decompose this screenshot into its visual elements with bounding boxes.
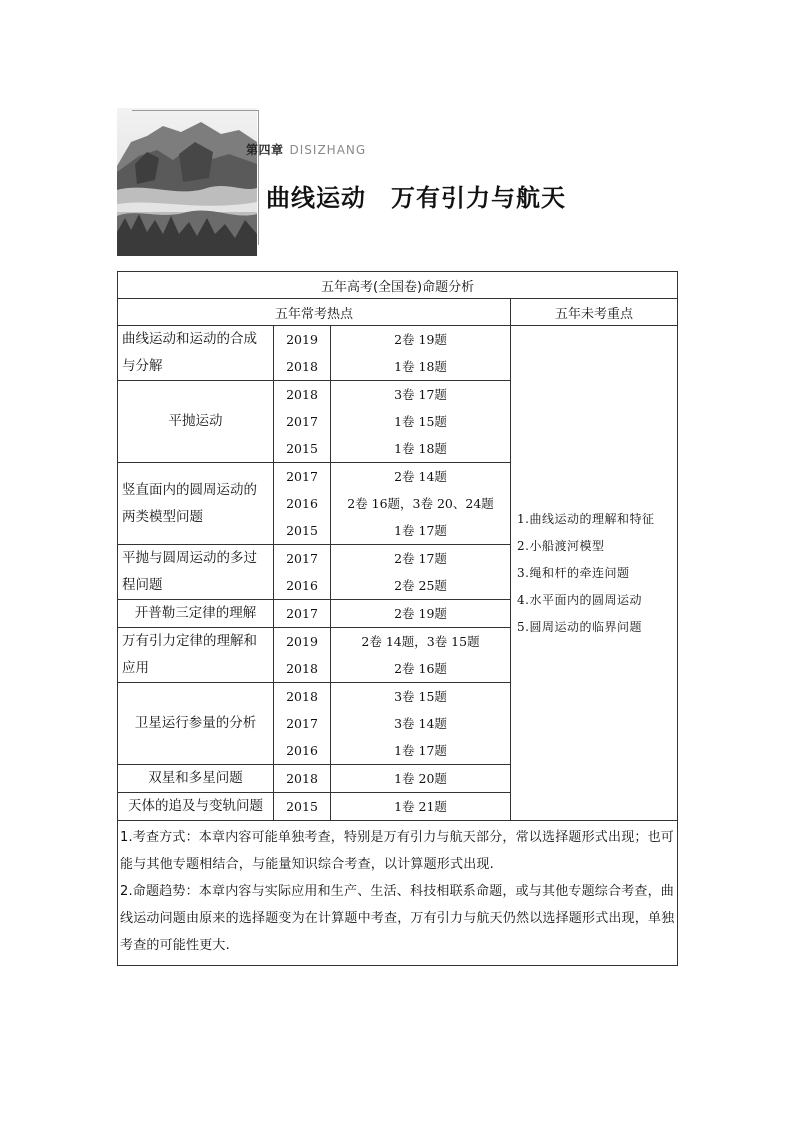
topic-cell: [118, 381, 274, 463]
year-text: 2018: [286, 387, 318, 402]
exam-analysis-table: [117, 271, 678, 966]
question-text: 2卷 19题: [394, 606, 447, 621]
column-header-hot-topics: 五年常考热点: [118, 299, 511, 326]
year-text: 2019: [286, 332, 318, 347]
question-text: 2卷 19题: [394, 332, 447, 347]
years-cell: [274, 683, 331, 765]
questions-cell: [331, 765, 511, 793]
question-text: 1卷 17题: [394, 523, 447, 538]
note-paragraph: 2.命题趋势：本章内容与实际应用和生产、生活、科技相联系命题，或与其他专题综合考查，曲线运动问题由原来的选择题变为在计算题中考查，万有引力与航天仍然以选择题形式出现，单独考查的可能性更大.: [120, 884, 675, 953]
question-text: 2卷 25题: [394, 578, 447, 593]
question-text: 1卷 21题: [394, 799, 447, 814]
years-cell: [274, 381, 331, 463]
focus-item: 2.小船渡河模型: [517, 538, 605, 553]
table-title: 五年高考(全国卷)命题分析: [118, 272, 678, 299]
years-cell: [274, 628, 331, 683]
years-cell: [274, 326, 331, 381]
year-text: 2018: [286, 661, 318, 676]
question-text: 1卷 15题: [394, 414, 447, 429]
topic-text: 开普勒三定律的理解: [134, 605, 257, 621]
notes-cell: [118, 821, 678, 966]
topic-text: 程问题: [122, 577, 163, 593]
year-text: 2015: [286, 799, 318, 814]
topic-cell: [118, 600, 274, 628]
topic-cell: [118, 628, 274, 683]
topic-cell: [118, 545, 274, 600]
year-text: 2015: [286, 441, 318, 456]
table-header-row: [118, 299, 678, 326]
focus-item: 4.水平面内的圆周运动: [517, 592, 642, 607]
questions-cell: [331, 628, 511, 683]
notes-row: [118, 821, 678, 966]
topic-cell: [118, 765, 274, 793]
questions-cell: [331, 793, 511, 821]
question-text: 2卷 17题: [394, 551, 447, 566]
year-text: 2018: [286, 689, 318, 704]
topic-cell: [118, 463, 274, 545]
focus-item: 3.绳和杆的牵连问题: [517, 565, 630, 580]
table-title-row: [118, 272, 678, 299]
year-text: 2019: [286, 634, 318, 649]
question-text: 3卷 14题: [394, 716, 447, 731]
question-text: 1卷 17题: [394, 743, 447, 758]
years-cell: [274, 463, 331, 545]
topic-text: 双星和多星问题: [148, 770, 243, 786]
topic-text: 万有引力定律的理解和: [122, 633, 257, 649]
year-text: 2018: [286, 771, 318, 786]
question-text: 2卷 14题: [394, 469, 447, 484]
chapter-title: 曲线运动 万有引力与航天: [266, 184, 566, 212]
question-text: 1卷 18题: [394, 441, 447, 456]
focus-item: 5.圆周运动的临界问题: [517, 619, 642, 634]
topic-text: 平抛运动: [168, 413, 223, 429]
year-text: 2017: [286, 551, 318, 566]
years-cell: [274, 600, 331, 628]
question-text: 3卷 15题: [394, 689, 447, 704]
untested-focus-cell: [511, 326, 678, 821]
topic-text: 应用: [122, 660, 149, 676]
topic-text: 平抛与圆周运动的多过: [122, 550, 257, 566]
year-text: 2017: [286, 716, 318, 731]
topic-cell: [118, 326, 274, 381]
year-text: 2015: [286, 523, 318, 538]
topic-text: 竖直面内的圆周运动的: [122, 481, 257, 498]
question-text: 3卷 17题: [394, 387, 447, 402]
topic-cell: [118, 793, 274, 821]
questions-cell: [331, 463, 511, 545]
topic-text: 曲线运动和运动的合成: [122, 331, 257, 347]
year-text: 2016: [286, 578, 318, 593]
questions-cell: [331, 600, 511, 628]
topic-text: 两类模型问题: [122, 508, 203, 525]
questions-cell: [331, 326, 511, 381]
note-paragraph: 1.考查方式：本章内容可能单独考查，特别是万有引力与航天部分，常以选择题形式出现；也可能与其他专题相结合，与能量知识综合考查，以计算题形式出现.: [120, 830, 675, 872]
questions-cell: [331, 545, 511, 600]
topic-text: 与分解: [122, 358, 163, 374]
chapter-pinyin: DISIZHANG: [289, 143, 367, 157]
year-text: 2017: [286, 469, 318, 484]
year-text: 2016: [286, 496, 318, 511]
years-cell: [274, 793, 331, 821]
topic-text: 天体的追及与变轨问题: [128, 798, 263, 814]
topic-text: 卫星运行参量的分析: [134, 715, 257, 731]
topic-cell: [118, 683, 274, 765]
chapter-number: 第四章: [246, 143, 284, 157]
table-row: [118, 326, 678, 381]
year-text: 2016: [286, 743, 318, 758]
year-text: 2017: [286, 414, 318, 429]
questions-cell: [331, 683, 511, 765]
question-text: 2卷 16题，3卷 20、24题: [347, 496, 494, 511]
years-cell: [274, 545, 331, 600]
column-header-untested-focus: 五年未考重点: [511, 299, 678, 326]
chapter-label: [246, 141, 366, 158]
questions-cell: [331, 381, 511, 463]
question-text: 2卷 14题，3卷 15题: [361, 634, 480, 649]
header-frame-line: [132, 110, 259, 245]
question-text: 2卷 16题: [394, 661, 447, 676]
question-text: 1卷 20题: [394, 771, 447, 786]
question-text: 1卷 18题: [394, 359, 447, 374]
year-text: 2017: [286, 606, 318, 621]
years-cell: [274, 765, 331, 793]
focus-item: 1.曲线运动的理解和特征: [517, 511, 655, 526]
year-text: 2018: [286, 359, 318, 374]
